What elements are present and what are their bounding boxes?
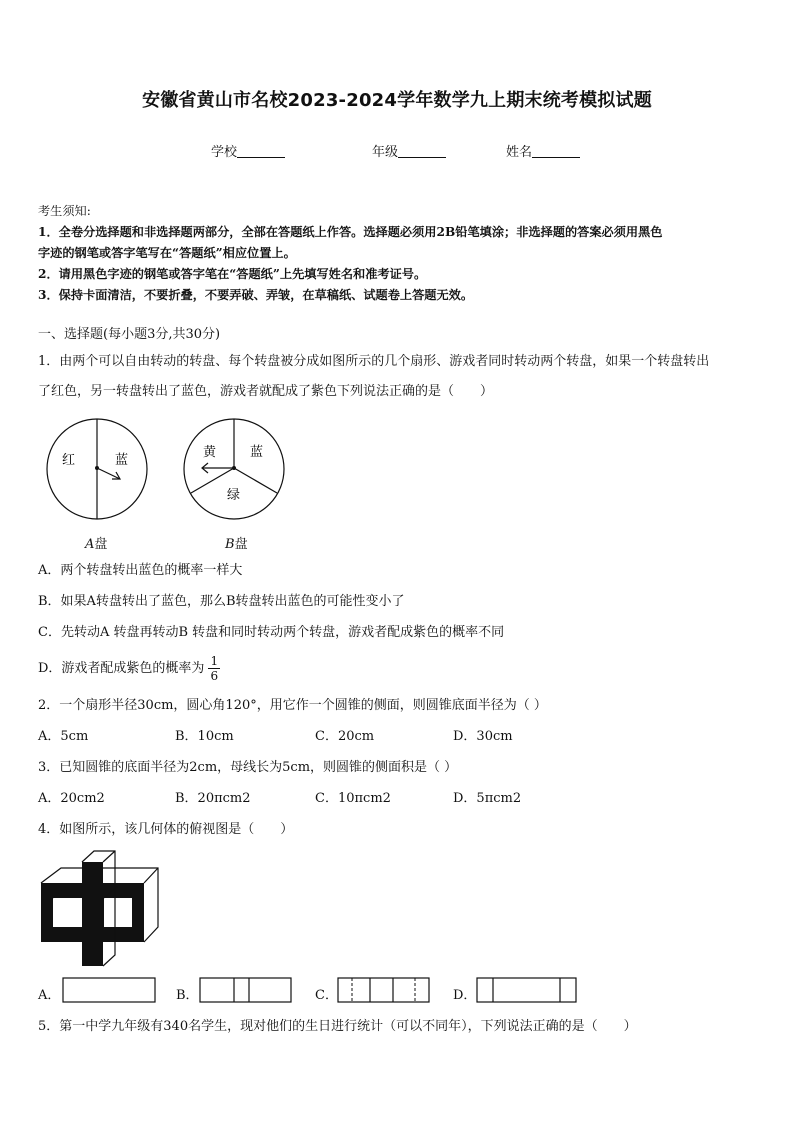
- notes-block: [38, 201, 758, 306]
- disc-a-caption: [85, 533, 107, 552]
- grade-field[interactable]: [372, 141, 446, 160]
- page-title: 安徽省黄山市名校2023-2024学年数学九上期末统考模拟试题: [142, 90, 652, 111]
- disc-a-word: 盘: [94, 537, 108, 552]
- option-b-rect: [200, 978, 291, 1002]
- disc-a-blue-label: 蓝: [115, 453, 129, 468]
- q3-option-b[interactable]: B．20πcm2: [175, 791, 251, 806]
- notes-line: 2．请用黑色字迹的钢笔或答字笔在“答题纸”上先填写姓名和准考证号。: [38, 267, 427, 281]
- vertical-bar: [82, 862, 103, 966]
- disc-a-figure: [40, 412, 155, 527]
- q4-option-c-figure[interactable]: [337, 977, 432, 1005]
- notes-line: 3．保持卡面清洁，不要折叠，不要弄破、弄皱，在草稿纸、试题卷上答题无效。: [38, 288, 474, 302]
- disc-a-letter: A: [85, 537, 95, 552]
- fraction: [208, 654, 220, 683]
- q4-option-b-label[interactable]: B．: [176, 988, 199, 1003]
- section-heading: 一、选择题(每小题3分,共30分): [38, 327, 221, 342]
- disc-b-word: 盘: [234, 537, 248, 552]
- q2-stem: 2．一个扇形半径30cm，圆心角120°，用它作一个圆锥的侧面，则圆锥底面半径为（ ）: [38, 698, 547, 713]
- q1-option-c[interactable]: C．先转动A 转盘再转动B 转盘和同时转动两个转盘，游戏者配成紫色的概率不同: [38, 625, 505, 640]
- q4-option-c-label[interactable]: C．: [315, 988, 338, 1003]
- grade-blank[interactable]: [398, 144, 446, 158]
- q1-stem-line2: 了红色，另一转盘转出了蓝色，游戏者就配成了紫色下列说法正确的是（ ）: [38, 384, 494, 399]
- q4-option-b-figure[interactable]: [199, 977, 294, 1005]
- disc-b-blue-label: 蓝: [250, 445, 264, 460]
- q1-stem-line1: 1．由两个可以自由转动的转盘、每个转盘被分成如图所示的几个扇形、游戏者同时转动两个转盘，如果一个转盘转出: [38, 354, 710, 369]
- q3-option-d[interactable]: D．5πcm2: [453, 791, 522, 806]
- q4-stem: 4．如图所示，该几何体的俯视图是（ ）: [38, 822, 294, 837]
- q1-option-b[interactable]: B．如果A转盘转出了蓝色，那么B转盘转出蓝色的可能性变小了: [38, 594, 405, 609]
- option-a-rect: [63, 978, 155, 1002]
- name-field[interactable]: [506, 141, 580, 160]
- fraction-numerator: 1: [210, 654, 219, 668]
- disc-a-red-label: 红: [62, 453, 76, 468]
- fraction-denominator: 6: [210, 669, 219, 683]
- school-label: 学校: [211, 145, 238, 160]
- disc-b-letter: B: [225, 537, 235, 552]
- q3-stem: 3．已知圆锥的底面半径为2cm，母线长为5cm，则圆锥的侧面积是（ ）: [38, 760, 458, 775]
- q4-option-d-figure[interactable]: [476, 977, 579, 1005]
- frame-depth-edge: [144, 868, 158, 883]
- notes-line: 字迹的钢笔或答字笔写在“答题纸”相应位置上。: [38, 246, 296, 260]
- q1-option-a[interactable]: A．两个转盘转出蓝色的概率一样大: [38, 563, 243, 578]
- disc-a-center: [95, 466, 99, 470]
- vertical-bar-edge: [103, 851, 115, 862]
- disc-b-figure: [178, 412, 293, 527]
- solid-figure: [36, 848, 164, 972]
- q1-option-d[interactable]: [38, 654, 760, 683]
- grade-label: 年级: [372, 145, 399, 160]
- q2-option-b[interactable]: B．10cm: [175, 729, 234, 744]
- frame-hollow-right: [104, 898, 132, 927]
- notes-heading: 考生须知:: [38, 204, 91, 218]
- q4-option-a-label[interactable]: A．: [38, 988, 61, 1003]
- q3-option-a[interactable]: A．20cm2: [38, 791, 105, 806]
- school-field[interactable]: [211, 141, 285, 160]
- frame-hollow-left: [53, 898, 83, 927]
- q2-option-d[interactable]: D．30cm: [453, 729, 513, 744]
- disc-b-center: [232, 466, 236, 470]
- option-d-rect: [477, 978, 576, 1002]
- q1-option-d-text: D．游戏者配成紫色的概率为: [38, 661, 205, 676]
- name-label: 姓名: [506, 145, 533, 160]
- q2-option-a[interactable]: A．5cm: [38, 729, 89, 744]
- school-blank[interactable]: [237, 144, 285, 158]
- notes-line: 1．全卷分选择题和非选择题两部分，全部在答题纸上作答。选择题必须用2B铅笔填涂；非选择题的答案必须用黑色: [38, 225, 663, 239]
- q5-stem: 5．第一中学九年级有340名学生，现对他们的生日进行统计（可以不同年），下列说法正确的是（ ）: [38, 1019, 637, 1034]
- disc-b-green-label: 绿: [227, 488, 241, 503]
- name-blank[interactable]: [532, 144, 580, 158]
- disc-b-yellow-label: 黄: [203, 445, 217, 460]
- q3-option-c[interactable]: C．10πcm2: [315, 791, 391, 806]
- q4-option-a-figure[interactable]: [62, 977, 158, 1005]
- q4-option-d-label[interactable]: D．: [453, 988, 477, 1003]
- disc-b-divider-right: [234, 468, 277, 493]
- disc-b-caption: [225, 533, 248, 552]
- q2-option-c[interactable]: C．20cm: [315, 729, 375, 744]
